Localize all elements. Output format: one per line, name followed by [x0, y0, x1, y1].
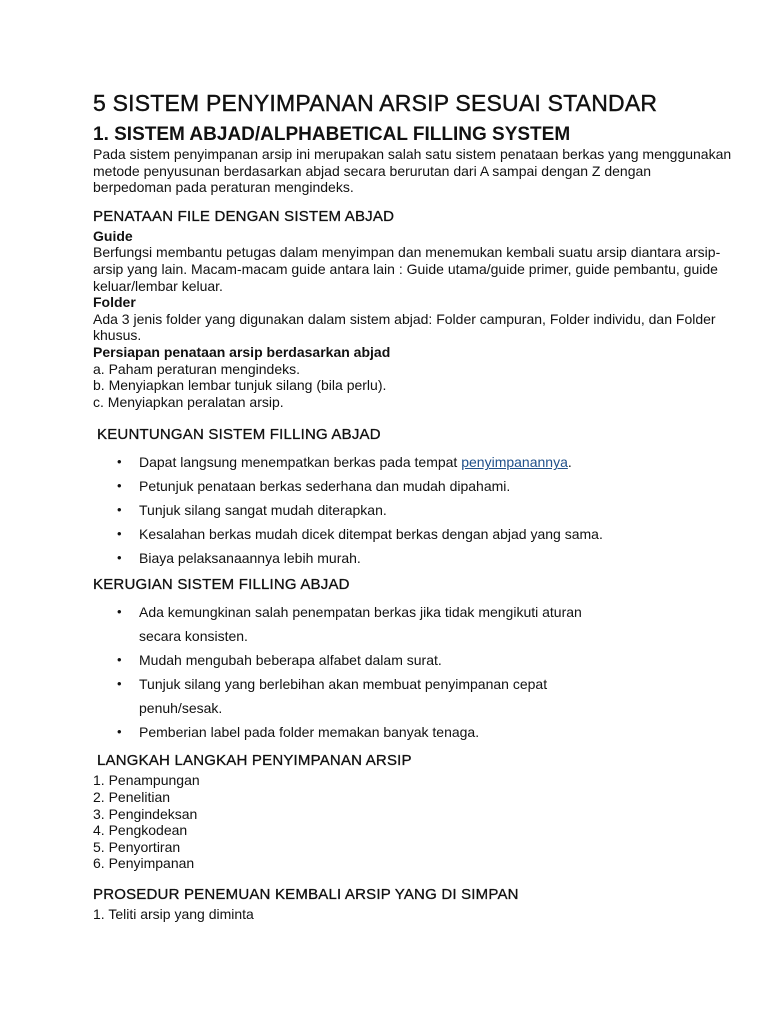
section-heading-abjad: 1. SISTEM ABJAD/ALPHABETICAL FILLING SYSTEM: [93, 124, 571, 145]
list-item: 2. Penelitian: [93, 788, 171, 805]
heading-prosedur: PROSEDUR PENEMUAN KEMBALI ARSIP YANG DI SIMPAN: [93, 885, 519, 903]
list-item: • Ada kemungkinan salah penempatan berkas jika tidak mengikuti aturan secara konsisten.: [115, 600, 733, 648]
bullet-icon: •: [117, 454, 122, 470]
bullet-icon: •: [117, 502, 122, 518]
persiapan-label: Persiapan penataan arsip berdasarkan abjad: [93, 343, 391, 360]
prosedur-list: [93, 906, 733, 923]
bullet-icon: •: [117, 676, 122, 692]
persiapan-list: [93, 361, 733, 411]
list-item: c. Menyiapkan peralatan arsip.: [93, 393, 284, 410]
bullet-icon: •: [117, 652, 122, 668]
list-item: • Dapat langsung menempatkan berkas pada tempat penyimpanannya.: [115, 450, 733, 474]
list-item: • Petunjuk penataan berkas sederhana dan mudah dipahami.: [115, 474, 733, 498]
kerugian-list: [93, 600, 733, 744]
bullet-icon: •: [117, 526, 122, 542]
heading-langkah: LANGKAH LANGKAH PENYIMPANAN ARSIP: [97, 752, 412, 770]
guide-label: Guide: [93, 227, 133, 244]
list-item: b. Menyiapkan lembar tunjuk silang (bila perlu).: [93, 377, 387, 394]
bullet-icon: •: [117, 724, 122, 740]
list-item: • Pemberian label pada folder memakan banyak tenaga.: [115, 720, 733, 744]
list-item: 6. Penyimpanan: [93, 855, 195, 872]
list-item: 1. Teliti arsip yang diminta: [93, 905, 254, 922]
keuntungan-list: [93, 450, 733, 570]
list-item: 1. Penampungan: [93, 772, 200, 789]
section-intro: Pada sistem penyimpanan arsip ini merupakan salah satu sistem penataan berkas yang menggunakan metode penyusunan berdasarkan abjad secara berurutan dari A sampai dengan Z dengan berpedoman pada peraturan mengindeks.: [93, 146, 732, 196]
bullet-icon: •: [117, 604, 122, 620]
list-item: 5. Penyortiran: [93, 838, 181, 855]
bullet-icon: •: [117, 550, 122, 566]
bullet-icon: •: [117, 478, 122, 494]
guide-text: Berfungsi membantu petugas dalam menyimpan dan menemukan kembali suatu arsip diantara arsip-arsip yang lain. Macam-macam guide antara lain : Guide utama/guide primer, guide pembantu, guide keluar/lembar keluar.: [93, 244, 721, 294]
list-item: • Tunjuk silang sangat mudah diterapkan.: [115, 498, 733, 522]
list-item: 3. Pengindeksan: [93, 805, 198, 822]
document-page: [93, 88, 733, 922]
list-item: • Tunjuk silang yang berlebihan akan membuat penyimpanan cepat penuh/sesak.: [115, 672, 733, 720]
list-item: a. Paham peraturan mengindeks.: [93, 360, 301, 377]
page-title: 5 SISTEM PENYIMPANAN ARSIP SESUAI STANDAR: [93, 90, 658, 116]
folder-label: Folder: [93, 294, 136, 311]
heading-kerugian: KERUGIAN SISTEM FILLING ABJAD: [93, 576, 350, 594]
penyimpanan-link[interactable]: penyimpanannya: [461, 454, 568, 471]
list-item: • Mudah mengubah beberapa alfabet dalam surat.: [115, 648, 733, 672]
heading-penataan: PENATAAN FILE DENGAN SISTEM ABJAD: [93, 207, 395, 225]
list-item: 4. Pengkodean: [93, 822, 188, 839]
folder-text: Ada 3 jenis folder yang digunakan dalam sistem abjad: Folder campuran, Folder individu, dan Folder khusus.: [93, 310, 716, 344]
heading-keuntungan: KEUNTUNGAN SISTEM FILLING ABJAD: [97, 426, 381, 444]
list-item: • Biaya pelaksanaannya lebih murah.: [115, 546, 733, 570]
langkah-list: [93, 772, 733, 872]
list-item: • Kesalahan berkas mudah dicek ditempat berkas dengan abjad yang sama.: [115, 522, 733, 546]
